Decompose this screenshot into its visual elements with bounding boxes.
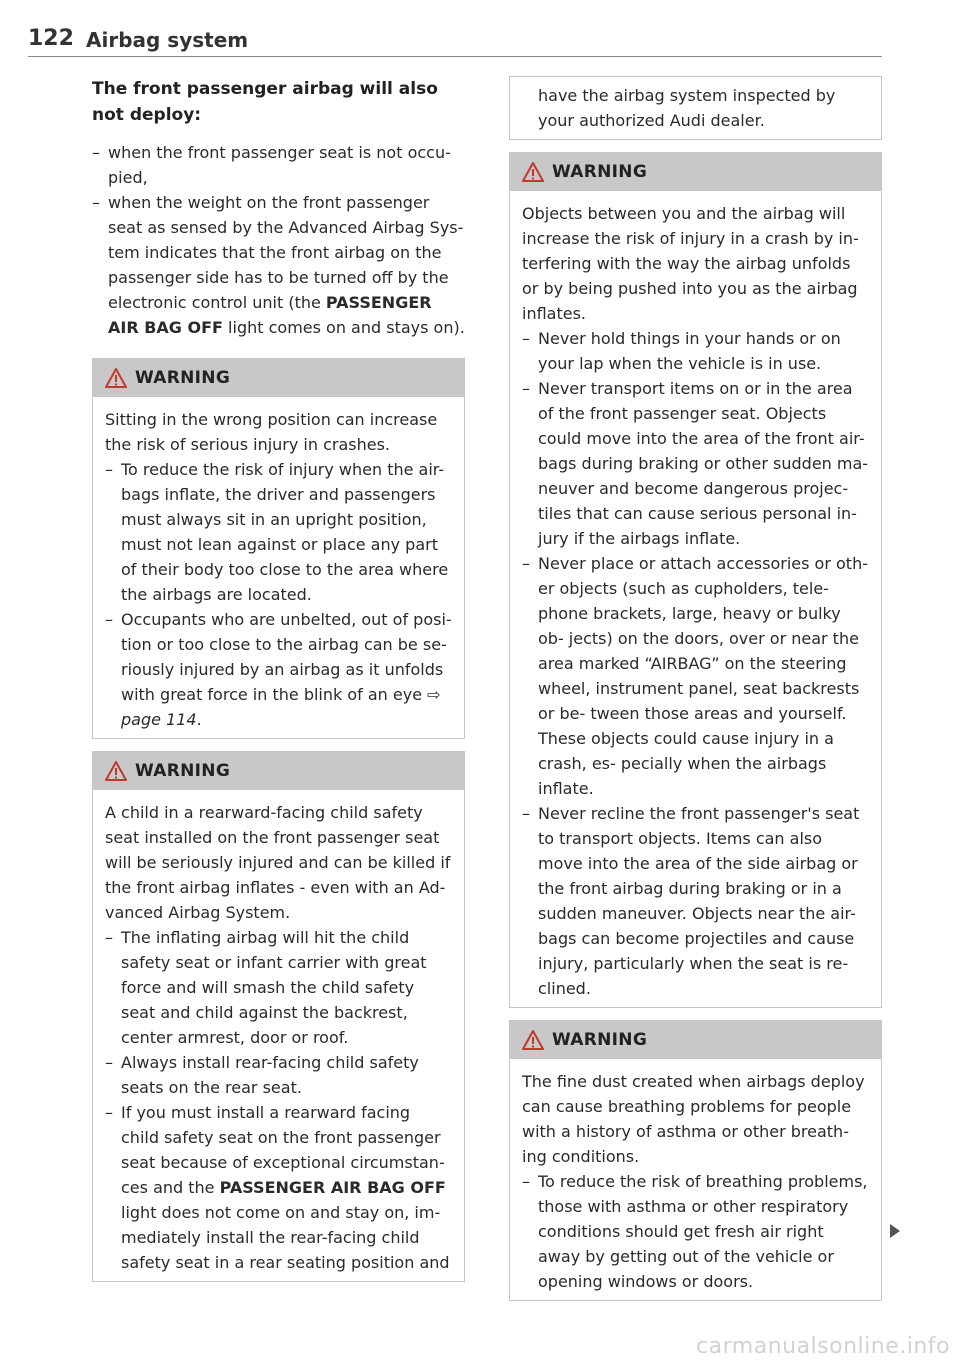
page-number: 122 <box>28 26 74 51</box>
list-item: – To reduce the risk of injury when the air- bags inflate, the driver and passengers must always sit in an upright position, must not lean against or place any part of their body too close to the area where the airbags are located. <box>105 460 449 604</box>
list-item: – If you must install a rearward facing child safety seat on the front passenger seat because of exceptional circumstan- ces and the PASSENGER AIR BAG OFF light does not come on and stay on, im- mediately install the rear-facing child safety seat in a rear seating position and <box>105 1103 450 1272</box>
indicator-name: PASSENGER AIR BAG OFF <box>108 293 432 337</box>
indicator-name: PASSENGER AIR BAG OFF <box>219 1178 446 1197</box>
warning-body <box>510 191 881 1007</box>
warning-box <box>509 1020 882 1301</box>
deploy-conditions-list <box>92 140 465 340</box>
right-column <box>509 76 882 1313</box>
next-page-arrow-icon[interactable] <box>890 1224 900 1238</box>
warning-triangle-icon <box>105 761 127 781</box>
warning-title: WARNING <box>552 161 648 182</box>
warning-header <box>510 1021 881 1059</box>
warning-triangle-icon <box>105 368 127 388</box>
warning-box <box>92 751 465 1282</box>
warning-box <box>509 152 882 1008</box>
list-item: – Occupants who are unbelted, out of posi- tion or too close to the airbag can be se- riously injured by an airbag as it unfolds with great force in the blink of an eye ⇨ page 114. <box>105 610 452 729</box>
warning-body <box>93 790 464 1281</box>
subheading: The front passenger airbag will also not deploy: <box>92 79 438 125</box>
left-column <box>92 76 465 1294</box>
page-reference-link[interactable]: ⇨ page 114 <box>121 685 441 729</box>
list-item: – To reduce the risk of breathing problems, those with asthma or other respiratory conditions should get fresh air right away by getting out of the vehicle or opening windows or doors. <box>522 1172 868 1291</box>
warning-title: WARNING <box>552 1029 648 1050</box>
warning-intro: A child in a rearward-facing child safety seat installed on the front passenger seat will be seriously injured and can be killed if the front airbag inflates - even with an Ad- vanced Airbag System. <box>105 803 451 922</box>
list-item: – when the front passenger seat is not occu- pied, <box>92 143 451 187</box>
warning-body <box>93 397 464 738</box>
section-title: Airbag system <box>86 28 249 52</box>
warning-box <box>92 358 465 739</box>
page-header <box>28 20 882 57</box>
warning-body <box>510 1059 881 1300</box>
watermark: carmanualsonline.info <box>696 1334 950 1359</box>
list-item: – Always install rear-facing child safety seats on the rear seat. <box>105 1053 419 1097</box>
warning-header <box>93 752 464 790</box>
warning-intro: Objects between you and the airbag will increase the risk of injury in a crash by in- terfering with the way the airbag unfolds or by being pushed into you as the airbag inflates. <box>522 204 859 323</box>
warning-triangle-icon <box>522 1030 544 1050</box>
warning-title: WARNING <box>135 367 231 388</box>
warning-intro: The fine dust created when airbags deploy can cause breathing problems for people with a history of asthma or other breath- ing conditions. <box>522 1072 865 1166</box>
list-item: – Never hold things in your hands or on your lap when the vehicle is in use. <box>522 329 841 373</box>
list-item: – Never recline the front passenger's seat to transport objects. Items can also move into the area of the side airbag or the front airbag during braking or in a sudden maneuver. Objects near the air- bags can become projectiles and cause injury, particularly when the seat is re- clined. <box>522 804 860 998</box>
warning-header <box>510 153 881 191</box>
warning-intro: Sitting in the wrong position can increase the risk of serious injury in crashes. <box>105 410 438 454</box>
warning-triangle-icon <box>522 162 544 182</box>
list-item: – Never place or attach accessories or oth- er objects (such as cupholders, tele- phone brackets, large, heavy or bulky ob- jects) on the doors, over or near the area marked “AIRBAG” on the steering wheel, instrument panel, seat backrests or be- tween those areas and yourself. These objects could cause injury in a crash, es- pecially when the airbags inflate. <box>522 554 868 798</box>
list-item: – Never transport items on or in the area of the front passenger seat. Objects could move into the area of the front air- bags during braking or other sudden ma- neuver and become dangerous projec- tiles that can cause serious personal in- jury if the airbags inflate. <box>522 379 869 548</box>
list-item: – when the weight on the front passenger seat as sensed by the Advanced Airbag Sys- tem indicates that the front airbag on the passenger side has to be turned off by the electronic control unit (the PASSENGER AIR BAG OFF light comes on and stays on). <box>92 193 465 337</box>
warning-title: WARNING <box>135 760 231 781</box>
warning-continuation: have the airbag system inspected by your authorized Audi dealer. <box>509 76 882 140</box>
warning-header <box>93 359 464 397</box>
list-item: – The inflating airbag will hit the child safety seat or infant carrier with great force and will smash the child safety seat and child against the backrest, center armrest, door or roof. <box>105 928 427 1047</box>
